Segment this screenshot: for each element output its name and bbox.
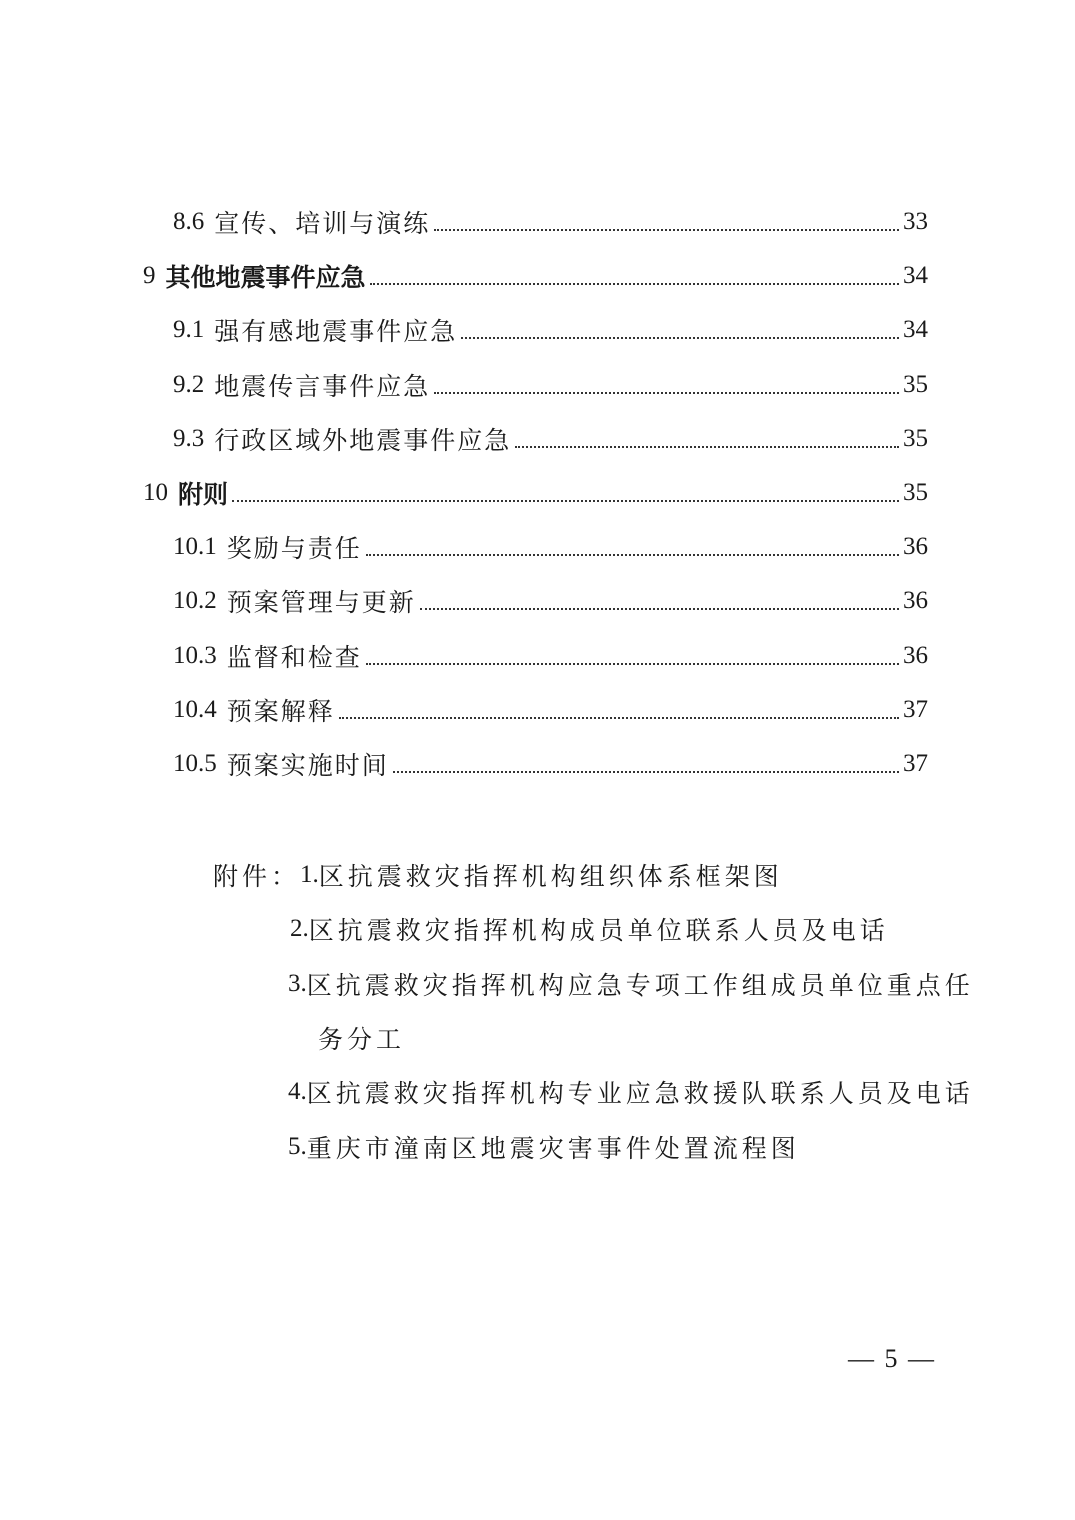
attachment-text: 区抗震救灾指挥机构专业应急救援队联系人员及电话	[306, 1079, 974, 1109]
toc-entry[interactable]	[0, 303, 1075, 357]
toc-title: 监督和检查	[226, 642, 362, 672]
toc-number: 8.6	[173, 208, 205, 236]
table-of-contents	[0, 195, 1075, 791]
attachments-list	[0, 848, 1075, 1174]
toc-title: 预案实施时间	[226, 750, 389, 780]
dot-leader	[434, 392, 899, 394]
attachment-item	[0, 1065, 1075, 1119]
dot-leader	[339, 717, 899, 719]
toc-number: 10.1	[173, 533, 217, 561]
dot-leader	[370, 283, 899, 285]
dot-leader	[515, 446, 899, 448]
attachment-item	[0, 957, 1075, 1011]
toc-page-number: 37	[903, 749, 928, 777]
attachment-item	[0, 902, 1075, 956]
attachment-text: 务分工	[318, 1025, 406, 1055]
toc-title: 强有感地震事件应急	[214, 317, 458, 347]
toc-entry[interactable]	[0, 629, 1075, 683]
dot-leader	[366, 554, 899, 556]
toc-page-number: 36	[903, 641, 928, 669]
attachment-item-continuation	[0, 1011, 1075, 1065]
toc-number: 9.1	[173, 316, 205, 344]
attachments-heading: 附件：	[213, 862, 301, 892]
toc-number: 10	[143, 479, 168, 507]
attachment-text: 区抗震救灾指挥机构应急专项工作组成员单位重点任	[306, 970, 974, 1000]
toc-title: 预案解释	[226, 696, 335, 726]
dot-leader	[232, 500, 899, 502]
toc-number: 9.3	[173, 424, 205, 452]
toc-entry[interactable]	[0, 520, 1075, 574]
toc-entry[interactable]	[0, 737, 1075, 791]
attachment-text: 区抗震救灾指挥机构成员单位联系人员及电话	[308, 916, 889, 946]
toc-page-number: 34	[903, 262, 928, 290]
attachment-number: 4.	[288, 1078, 307, 1106]
toc-page-number: 35	[903, 370, 928, 398]
toc-number: 10.4	[173, 695, 217, 723]
attachment-item	[0, 848, 1075, 902]
toc-number: 9.2	[173, 370, 205, 398]
attachment-number: 2.	[290, 915, 309, 943]
attachment-number: 3.	[288, 969, 307, 997]
dot-leader	[393, 771, 899, 773]
toc-title: 行政区域外地震事件应急	[214, 425, 512, 455]
toc-number: 9	[143, 262, 156, 290]
toc-entry[interactable]	[0, 466, 1075, 520]
toc-title: 其他地震事件应急	[165, 263, 366, 293]
dot-leader	[420, 608, 899, 610]
toc-page-number: 36	[903, 587, 928, 615]
toc-page-number: 35	[903, 424, 928, 452]
toc-page-number: 37	[903, 695, 928, 723]
toc-title: 预案管理与更新	[226, 588, 416, 618]
toc-entry[interactable]	[0, 574, 1075, 628]
toc-number: 10.5	[173, 749, 217, 777]
page-number-footer: — 5 —	[848, 1344, 936, 1373]
attachment-text: 重庆市潼南区地震灾害事件处置流程图	[306, 1133, 800, 1163]
dot-leader	[434, 229, 899, 231]
toc-entry[interactable]	[0, 683, 1075, 737]
toc-page-number: 34	[903, 316, 928, 344]
attachment-text: 区抗震救灾指挥机构组织体系框架图	[318, 862, 783, 892]
toc-title: 奖励与责任	[226, 534, 362, 564]
toc-title: 宣传、培训与演练	[214, 209, 431, 239]
toc-entry[interactable]	[0, 195, 1075, 249]
toc-number: 10.2	[173, 587, 217, 615]
toc-entry[interactable]	[0, 412, 1075, 466]
toc-title: 地震传言事件应急	[214, 371, 431, 401]
attachment-number: 5.	[288, 1132, 307, 1160]
toc-entry[interactable]	[0, 358, 1075, 412]
dot-leader	[461, 337, 899, 339]
attachment-item	[0, 1119, 1075, 1173]
toc-number: 10.3	[173, 641, 217, 669]
toc-title: 附则	[178, 480, 229, 510]
toc-page-number: 36	[903, 533, 928, 561]
dot-leader	[366, 663, 899, 665]
toc-page-number: 35	[903, 479, 928, 507]
toc-page-number: 33	[903, 208, 928, 236]
attachment-number: 1.	[300, 861, 319, 889]
toc-entry[interactable]	[0, 249, 1075, 303]
